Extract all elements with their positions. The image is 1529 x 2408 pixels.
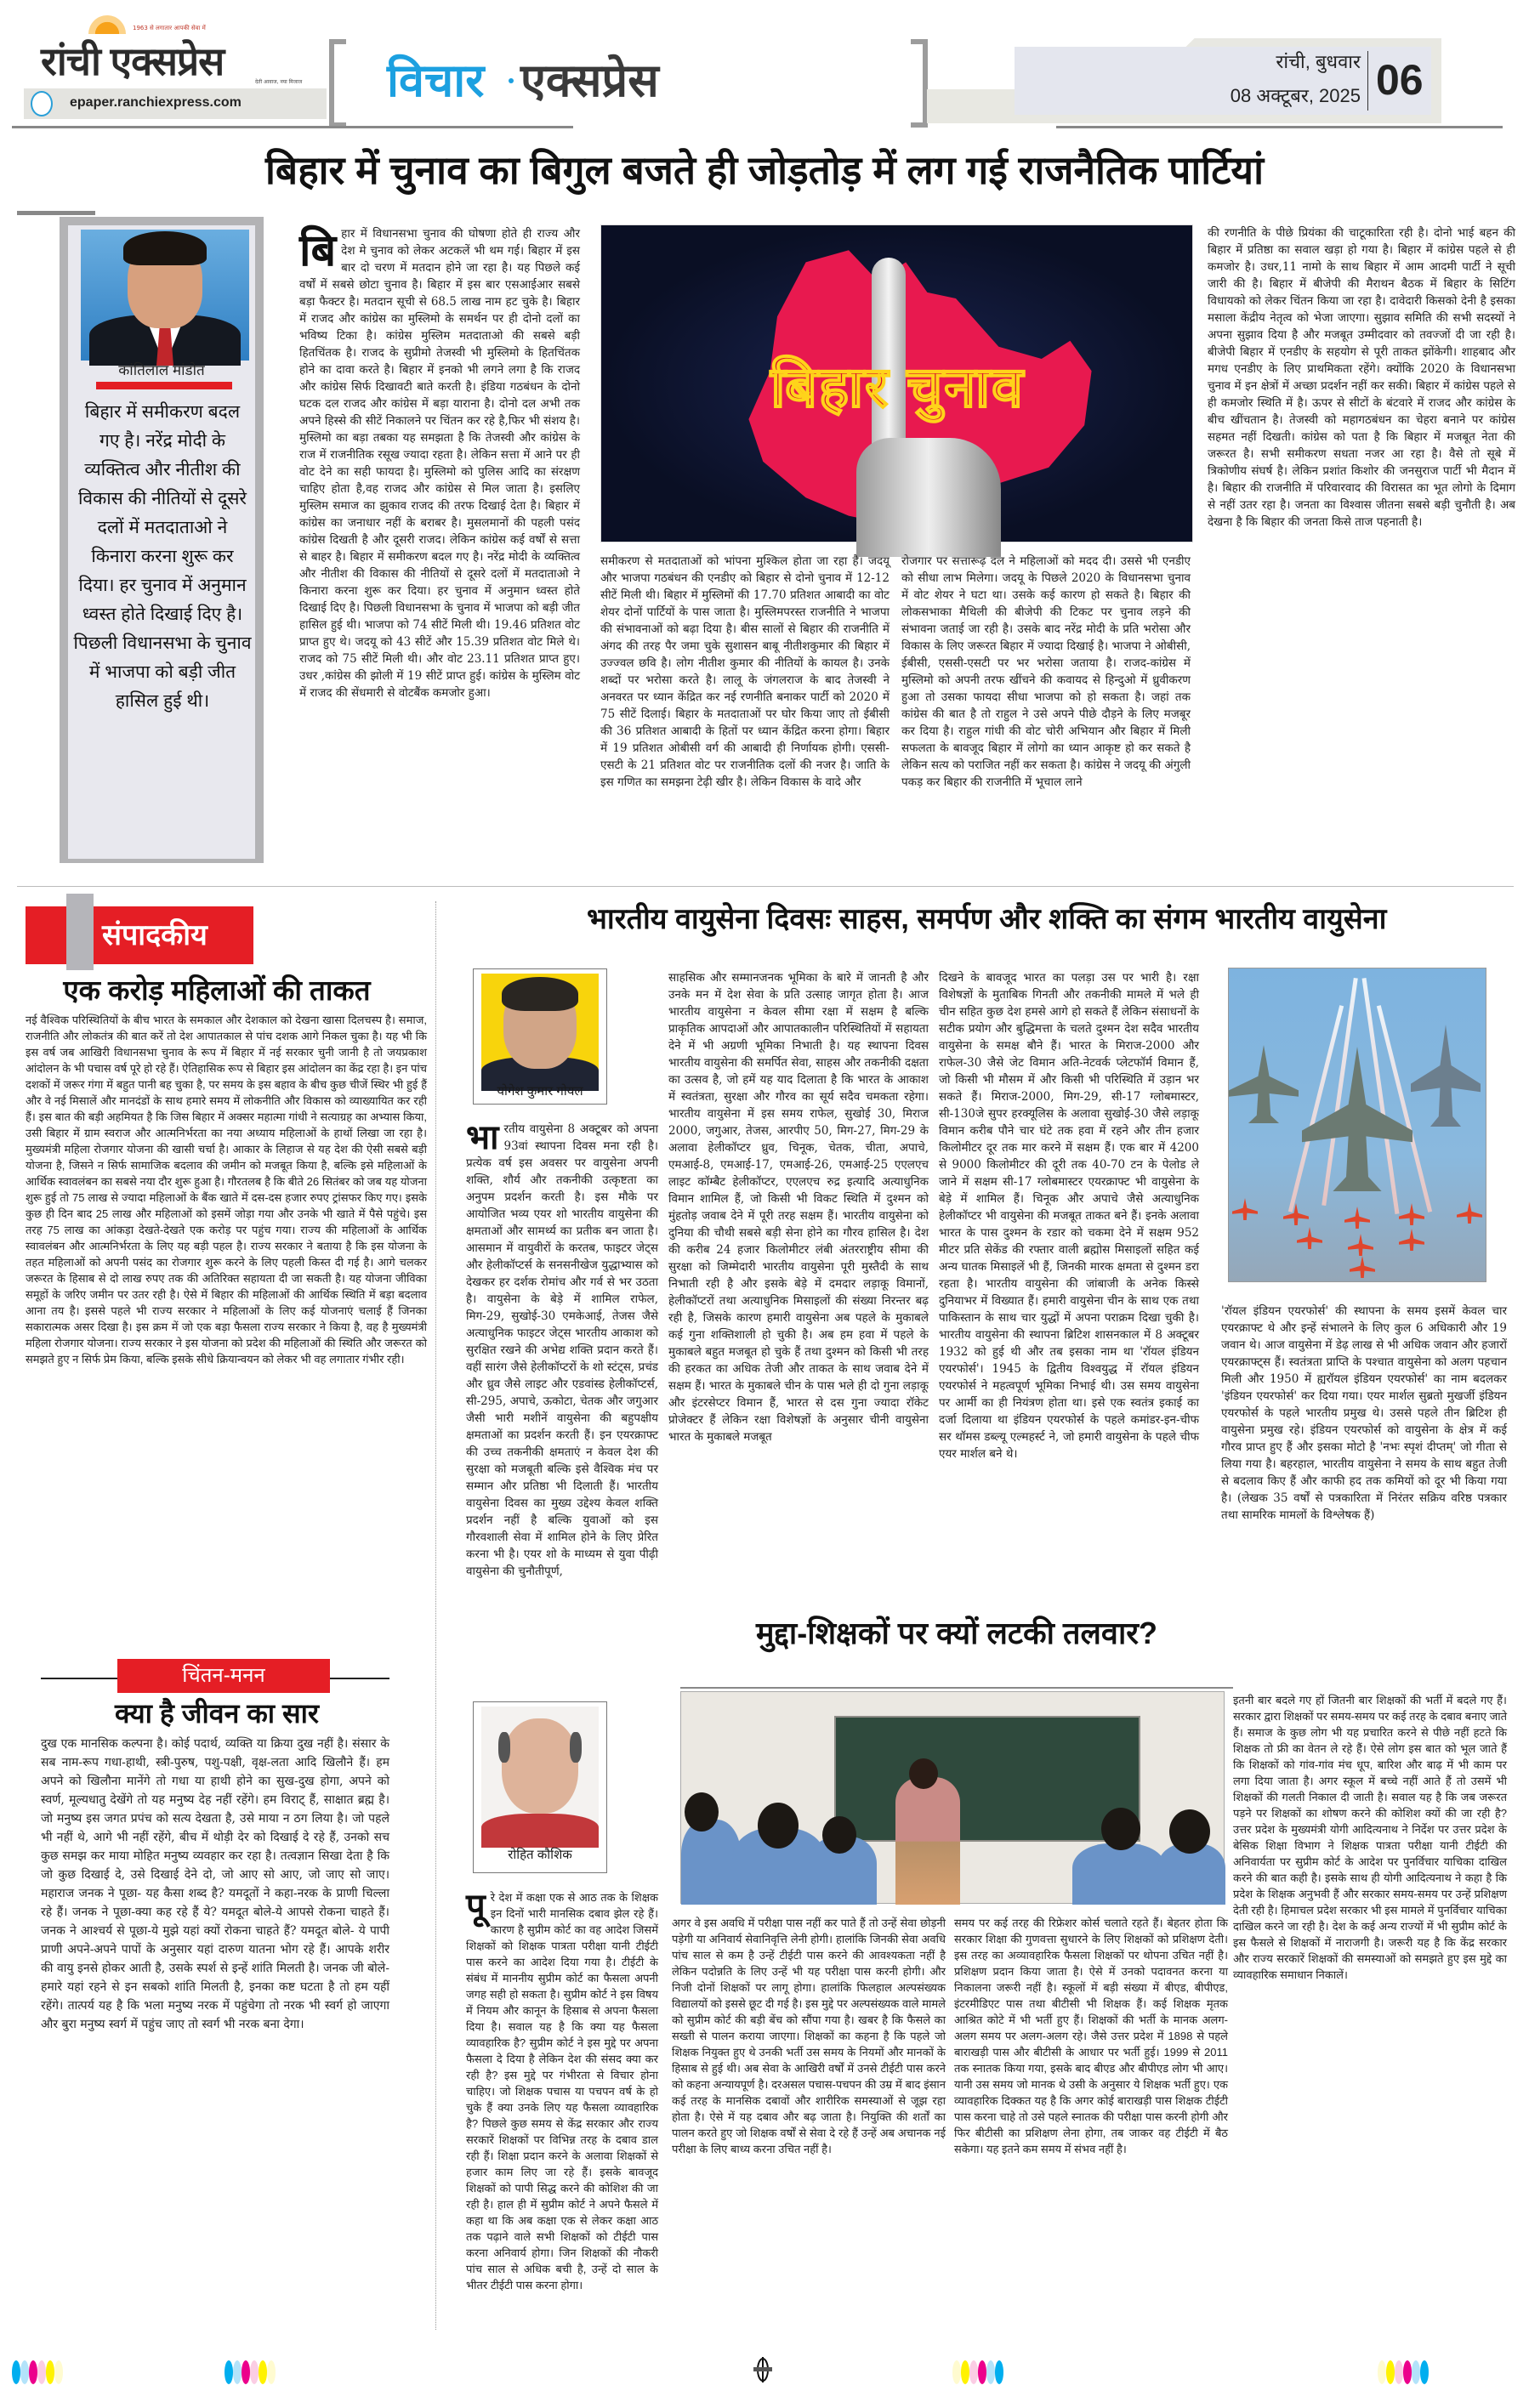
lead-story-column-4: की रणनीति के पीछे प्रियंका की चाटूकारिता रही है। दोनो भाई बहन की बिहार में प्रतिष्ठा का सवाल खड़ा हो गया है। बिहार में कांग्रेस पहले से ही कमजोर है। उधर,11 नामो के साथ बिहार में आम आदमी पार्टी ने सूची जारी की है। बिहार में बीजेपी की मैराथन बैठक में बिहार के सिटिंग विधायको को लेकर चिंतन किया जा रहा है। दावेदारी किसको देनी है इसका मसाला केंद्रीय नेतृत्व को भेजा जाएगा। सुझाव समिति की सभी सदस्यों ने अपना सुझाव दिया है और मजबूत उम्मीदवार को तवज्जों दी जा रही है। बीजेपी बिहार में एनडीए के सहयोग से पूरी ताकत झोंकेगी। शाहबाद और मगध एनडीए के लिए प्राथमिकता रहेंगे। क्योंकि 2020 के विधानसभा चुनाव में इन क्षेत्रों में अच्छा प्रदर्शन नहीं कर सकी। बिहार में कांग्रेस पहले से ही कमजोर स्थिति में है। ऊपर से सीटों के बंटवारे में राजद और कांग्रेस के बीच खींचतान है। तेजस्वी को महागठबंधन का चेहरा बनाने पर कांग्रेस सहमत नहीं दिखती। कांग्रेस को पता है कि बिहार में मजबूत नेता की जरूरत है। सभी समीकरण सधता नजर आ रहा है। वैसे तो सूबे में त्रिकोणीय संघर्ष है। लेकिन प्रशांत किशोर की जनसुराज पार्टी भी मैदान में है। बिहार की राजनीति में परिवारवाद की विरासत का भूत लोगो के दिमाग से नहीं उतर रहा है। जनता का विश्वास जीतना सबसे बड़ी चुनौती है। अब देखना है कि बिहार की जनता किसे ताज पहनाती है। [1208,226,1515,529]
author-name: रोहित कौशिक [508,1848,572,1862]
student-head [822,1816,856,1854]
registration-dot [267,2360,276,2384]
lead-col1-text: हार में विधानसभा चुनाव की घोषणा होते ही राज्य और देश मे चुनाव को लेकर अटकलें भी थम गई। बिहार में इस बार दो चरण में मतदान होने जा रहा है। यह पिछले कई वर्षों में सबसे छोटा चुनाव है। बिहार में इस बार एसआईआर सबसे बड़ा फैक्टर है। मतदान सूची से 68.5 लाख नाम हट चुके है। बिहार में राजद और कांग्रेस का मुस्लिमो के समर्थन पर ही दोनो दलों का भविष्य टिका है। कांग्रेस मुस्लिम मतदाताओ की सबसे बड़ी हितचिंतक है। राजद के सुप्रीमो तेजस्वी भी मुस्लिमो के हितचिंतक होने का दावा करते है। बिहार में इनको भी लगने लगा है कि राजद और कांग्रेस सिर्फ दिखावटी बाते करती है। इंडिया गठबंधन के दोनो घटक दल राजद और कांग्रेस में बड़ा याराना है। दोनो दल अभी तक अपने हिस्से की सीटें निकालने पर चिंतन कर रहे है,फिर भी संशय है। मुस्लिमो का बड़ा तबका यह समझता है कि तेजस्वी और कांग्रेस के राज में राजनीतिक रसूख ज्यादा रहता है। लेकिन सत्ता में आने पर ही वोट देने का सही फायदा है। मुस्लिमो को पुलिस आदि का संरक्षण चाहिए होता है,वह राजद और कांग्रेस से मिल जाता है। इसलिए मुस्लिम समाज का झुकाव राजद की तरफ दिखाई देता है। बिहार में कांग्रेस का जनाधार नहीं के बराबर है। मुसलमानों की पहली पसंद कांग्रेस दिखती है और दूसरी राजद। लेकिन कांग्रेस कई वर्षों से सत्ता से बाहर है। बिहार में समीकरण बदल गए है। नरेंद्र मोदी के व्यक्तित्व और नीतीश की विकास की नीतियों से दूसरे दलों में मतदाताओ ने किनारा करना शुरू कर दिया। हर चुनाव में अनुमान ध्वस्त होते दिखाई दिए है। पिछली विधानसभा के चुनाव में भाजपा को बड़ी जीत हासिल हुई थी। भाजपा को 74 सीटें मिली थी। 19.46 प्रतिशत वोट प्राप्त हुए थे। जदयू को 43 सीटें और 15.39 प्रतिशत वोट मिले थे। राजद को 75 सीटें मिली थी। और वोट 23.11 प्रतिशत प्राप्त हुए। उधर ,कांग्रेस की झोली में 19 सीटें प्राप्त हुई। कांग्रेस के मुस्लिम वोट में राजद की सेंधमारी से वोटबैंक कमजोर हुआ। [299,227,580,700]
photo-shirt [481,1814,599,1848]
teachers-column-2: अगर वे इस अवधि में परीक्षा पास नहीं कर पाते हैं तो उन्हें सेवा छोड़नी पड़ेगी या अनिवार्य सेवानिवृत्ति लेनी होगी। हालांकि जिनकी सेवा अवधि पांच साल से कम है उन्हें टीईटी पास करने की आवश्यकता नहीं है लेकिन पदोन्नति के लिए उन्हें भी यह परीक्षा पास करनी होगी। और निजी दोनों शिक्षकों पर लागू होगा। हालांकि फिलहाल अल्पसंख्यक विद्यालयों को इससे छूट दी गई है। इस मुद्दे पर अल्पसंख्यक वाले मामले को सुप्रीम कोर्ट की बड़ी बेंच को सौंपा गया है। खबर है कि फैसले का सख्ती से पालन कराया जाएगा। शिक्षकों का कहना है कि पहले जो शिक्षक नियुक्त हुए थे उनकी भर्ती उस समय के नियमों और मानकों के हिसाब से हुई थी। अब सेवा के आखिरी वर्षों में उनसे टीईटी पास करने को कहना अन्यायपूर्ण है। दरअसल पचास-पचपन की उम्र में बाद इंसान कई तरह के मानसिक दबावों और शारीरिक समस्याओं से जूझ रहा होता है। ऐसे में यह दबाव और बढ़ जाता है। नियुक्ति की शर्तों का पालन करते हुए जो शिक्षक वर्षों से सेवा दे रहे हैं उन्हें अब अचानक नई परीक्षा के लिए बाध्य करना उचित नहीं है। [672,1917,946,2155]
registration-dot [20,2360,29,2384]
aerobatic-jet-icon [1348,1234,1373,1256]
lead-headline[interactable]: बिहार में चुनाव का बिगुल बजते ही जोड़तोड़ में लग गई राजनैतिक पार्टियां [265,148,1264,192]
city-day: रांची, बुधवार [1276,51,1361,72]
aerobatic-jet-icon [1457,1201,1482,1224]
aerobatic-jet-icon [1297,1227,1322,1249]
registration-dot [12,2360,20,2384]
teachers-column-3: समय पर कई तरह की रिफ्रेशर कोर्स चलाते रहते हैं। बेहतर होता कि सरकार शिक्षा की गुणवत्ता सुधारने के लिए शिक्षकों को प्रशिक्षण देती। इस तरह का अव्यावहारिक फैसला शिक्षकों पर थोपना उचित नहीं है। प्रशिक्षण प्रदान किया जाता है। ऐसे में उनको पदावनत करना या निकालना जरूरी नहीं है। स्कूलों में बड़ी संख्या में बीएड, बीपीएड, इंटरमीडिएट पास तथा बीटीसी भी शिक्षक हैं। कई शिक्षक मृतक आश्रित कोटे में भी भर्ती हुए हैं। शिक्षकों की भर्ती के मानक अलग-अलग समय पर अलग-अलग रहे। जैसे उत्तर प्रदेश में 1898 से पहले बाराखड़ी पास और बीटीसी के आधार पर भर्ती हुई। 1999 से 2011 तक स्नातक किया गया, इसके बाद बीएड और बीपीएड लोग भी आए। यानी उस समय जो मानक थे उसी के अनुसार ये शिक्षक भर्ती हुए। एक व्यावहारिक दिक्कत यह है कि अगर कोई बाराखड़ी पास शिक्षक टीईटी पास करना चाहे तो उसे पहले स्नातक की परीक्षा पास करनी होगी और फिर बीटीसी का प्रशिक्षण लेना होगा, तब जाकर वह टीईटी में बैठ सकेगा। यह इतने कम समय में संभव नहीं है। [954,1917,1228,2155]
airforce-column-1 [466,1121,658,1597]
author-photo-kantilal [81,230,249,361]
aerobatic-jet-icon [1232,1198,1258,1220]
top-rule-right [1056,126,1503,128]
aerobatic-jet-icon [1399,1229,1424,1251]
photo-hair [502,977,578,1011]
dropcap: पू [466,1888,486,1925]
date-divider [1367,51,1368,111]
lead-story-column-2: समीकरण से मतदाताओं को भांपना मुश्किल होता जा रहा है। जदयू और भाजपा गठबंधन की एनडीए को बिहार से दोनो चुनाव में 12-12 सीटें मिली थी। बिहार में मुस्लिमों की 17.70 प्रतिशत आबादी का वोट शेयर दोनों पार्टियों के पास जाता है। मुस्लिमपरस्त राजनीति ने भाजपा की संभावनाओं को बढ़ा दिया है। बीस सालों से बिहार की राजनीति में अंगद की तरह पैर जमा चुके सुशासन बाबू नीतीशकुमार की बिहार में उज्ज्वल छवि है। लोग नीतीश कुमार की नीतियों के कायल है। उनके शब्दों पर भरोसा करते है। लालू के जंगलराज के बाद तेजस्वी ने अनवरत पर ध्यान केंद्रित कर नई रणनीति बनाकर पार्टी को 2020 में 75 सीटें दिलाई। बिहार के मतदाताओं पर घोर किया जाए तो ईबीसी की 36 प्रतिशत आबादी के हितों पर ध्यान केंद्रित करना होगा। बिहार में 19 प्रतिशत ओबीसी वर्ग की आबादी ही निर्णायक होगी। एससी-एसटी के 21 प्रतिशत वोट पर राजनीतिक दलों की नजर है। जाति के इस गणित का समझना टेढ़ी खीर है। लेकिन विकास के वादे और [600,554,890,789]
photo-hair [570,1732,582,1763]
registration-dot [1378,2360,1386,2384]
registration-dot [250,2360,259,2384]
airforce-column-2: साहसिक और सम्मानजनक भूमिका के बारे में जानती है और उनके मन में देश सेवा के प्रति उत्साह जागृत होता है। आज भारतीय वायुसेना न केवल सीमा रक्षा में सक्षम है बल्कि प्राकृतिक आपदाओं और आपातकालीन परिस्थितियों में सहायता देने में भी अग्रणी भूमिका निभाती है। यह स्थापना दिवस भारतीय वायुसेना की समर्पित सेवा, साहस और तकनीकी दक्षता का उत्सव है, जो हमें यह याद दिलाता है कि भारत के आकाश में स्वतंत्रता, सुरक्षा और गौरव का सूर्य सदैव चमकता रहेगा। भारतीय वायुसेना में इस समय राफेल, सुखोई 30, मिराज 2000, जगुआर, तेजस, आरपीए 50, मिग-27, मिग-29 के अलावा हेलीकॉप्टर ध्रुव, चिनूक, चेतक, चीता, अपाचे, एमआई-8, एमआई-17, एमआई-26, एमआई-25 एएलएच लाइट कॉम्बैट हेलीकॉप्टर, एएलएच रुद्र इत्यादि अत्याधुनिक विमान शामिल हैं, जो किसी भी विकट स्थिति में दुश्मन को मुंहतोड़ जवाब देने में पूरी तरह सक्षम हैं। भारतीय वायुसेना को दुनिया की चौथी सबसे बड़ी सेना होने का गौरव हासिल है। देश की करीब 24 हजार किलोमीटर लंबी अंतरराष्ट्रीय सीमा की सुरक्षा को जिम्मेदारी भारतीय वायुसेना पूरी मुस्तैदी के साथ निभाती रही है और इसके बेड़े में दमदार लड़ाकू विमानों, हेलीकॉप्टरों तथा अत्याधुनिक मिसाइलों की संख्या निरन्तर बढ़ रही है, जिसके कारण हमारी वायुसेना अब पहले के मुकाबले कई गुना शक्तिशाली हो चुकी है। अब हम हवा में पहले के मुकाबले बहुत मजबूत हो चुके हैं तथा दुश्मन को किसी भी तरह की हरकत का अधिक तेजी और ताकत के साथ जवाब देने में सक्षम हैं। भारत के मुकाबले चीन के पास भले ही दो गुना लड़ाकू और इंटरसेप्टर विमान हैं, भारत से दस गुना ज्यादा रॉकेट प्रोजेक्टर हैं लेकिन रक्षा विशेषज्ञों के अनुसार चीनी वायुसेना भारत के मुकाबले मजबूत [668,971,929,1444]
logo-sun-icon [88,15,126,34]
pullquote: बिहार में समीकरण बदल गए है। नरेंद्र मोदी के व्यक्तित्व और नीतीश की विकास की नीतियों से दूसरे दलों में मतदाताओ ने किनारा करना शुरू कर दिया। हर चुनाव में अनुमान ध्वस्त होते दिखाई दिए है। पिछली विधानसभा के चुनाव में भाजपा को बड़ी जीत हासिल हुई थी। [73,402,252,711]
student-head [1101,1808,1140,1850]
teachers-col1-text: रे देश में कक्षा एक से आठ तक के शिक्षक इन दिनों भारी मानसिक दबाव झेल रहे हैं। कारण है सुप्रीम कोर्ट का वह आदेश जिसमें शिक्षकों को शिक्षक पात्रता परीक्षा यानी टीईटी पास करने का आदेश दिया गया है। टीईटी के संबंध में माननीय सुप्रीम कोर्ट का फैसला अपनी जगह सही हो सकता है। सुप्रीम कोर्ट ने इस विषय में नियम और कानून के हिसाब से अपना फैसला दिया है। सवाल यह है कि क्या यह फैसला व्यावहारिक है? सुप्रीम कोर्ट ने इस मुद्दे पर अपना फैसला दे दिया है लेकिन देश की संसद क्या कर रही है? इस मुद्दे पर गंभीरता से विचार होना चाहिए। जो शिक्षक पचास या पचपन वर्ष के हो चुके हैं क्या उनके लिए यह फैसला व्यावहारिक है? पिछले कुछ समय से केंद्र सरकार और राज्य सरकारें शिक्षकों पर विभिन्न तरह के दबाव डाल रही हैं। शिक्षा प्रदान करने के अलावा शिक्षकों से हजार काम लिए जा रहे हैं। इसके बावजूद शिक्षकों को पापी सिद्ध करने की कोशिश की जा रही है। हाल ही में सुप्रीम कोर्ट ने अपने फैसले में कहा था कि अब कक्षा एक से लेकर कक्षा आठ तक पढ़ाने वाले सभी शिक्षकों को टीईटी पास करना अनिवार्य होगा। जिन शिक्षकों की नौकरी पांच साल से अधिक बची है, उन्हें दो साल के भीतर टीईटी पास करना होगा। [466,1891,658,2292]
author-name: योगेश कुमार गोयल [497,1084,583,1099]
author-photo-yogesh [481,974,599,1079]
lead-story-column-1 [299,225,580,744]
registration-dot [952,2360,961,2384]
issue-date: 08 अक्टूबर, 2025 [1230,85,1361,106]
smoke-trail [1377,1005,1432,1213]
airforce-jets-image [1228,968,1486,1282]
epaper-url-link[interactable]: epaper.ranchiexpress.com [70,95,242,110]
registration-marks-1 [12,2360,63,2384]
crosshair-register-icon [753,2357,772,2382]
airforce-headline[interactable]: भारतीय वायुसेना दिवसः साहस, समर्पण और शक्ति का संगम भारतीय वायुसेना [587,903,1387,935]
logo-subtagline: देती आवाज, नया मिजाज [255,79,303,85]
photo-hair [123,231,207,265]
student-head [1169,1809,1210,1854]
voting-hand [856,438,1001,557]
newspaper-logo[interactable]: रांची एक्सप्रेस [41,39,225,83]
section-title-part1: विचार [387,55,485,106]
registration-marks-4 [1378,2360,1429,2384]
registration-dot [1420,2360,1429,2384]
airforce-col1-text: रतीय वायुसेना 8 अक्टूबर को अपना 93वां स्थापना दिवस मना रही है। प्रत्येक वर्ष इस अवसर पर वायुसेना अपनी शक्ति, शौर्य और तकनीकी उत्कृष्टता का अनुपम प्रदर्शन करती है। इस मौके पर आयोजित भव्य एयर शो भारतीय वायुसेना की क्षमताओं और सामर्थ्य का प्रतीक बन जाता है। आसमान में वायुवीरों के करतब, फाइटर जेट्स और हेलीकॉप्टर्स के सनसनीखेज युद्धाभ्यास को देखकर हर दर्शक रोमांच और गर्व से भर उठता है। वायुसेना के बेड़े में शामिल राफेल, मिग-29, सुखोई-30 एमकेआई, तेजस जैसे अत्याधुनिक फाइटर जेट्स भारतीय आकाश को सुरक्षित रखने की अभेद्य शक्ति प्रदान करते हैं। वहीं सारंग जैसे हेलीकॉप्टरों के शो स्टंट्स, प्रचंड और ध्रुव जैसे लाइट और एडवांस्ड हेलीकॉप्टर्स, सी-295, अपाचे, ऊकोटा, चेतक और जगुआर जैसी भारी मशीनें वायुसेना की बहुपक्षीय क्षमताओं का प्रदर्शन करती हैं। इन एयरक्राफ्ट की उच्च तकनीकी क्षमताएं न केवल देश की सुरक्षा को मजबूती बल्कि इसे वैश्विक मंच पर सम्मान और प्रतिष्ठा भी दिलाती हैं। भारतीय वायुसेना दिवस का मुख्य उद्देश्य केवल शक्ति प्रदर्शन नहीं है बल्कि युवाओं को इस गौरवशाली सेवा में शामिल होने के लिए प्रेरित करना भी है। एयर शो के माध्यम से युवा पीढ़ी वायुसेना की चुनौतीपूर्ण, [466,1122,658,1578]
lead-rule [17,211,95,215]
teachers-column-4: इतनी बार बदले गए हों जितनी बार शिक्षकों की भर्ती में बदले गए हैं। सरकार द्वारा शिक्षकों पर समय-समय पर कई तरह के दबाव बनाए जाते हैं। समाज के कुछ लोग भी यह प्रचारित करने से पीछे नहीं हटते कि शिक्षक तो फ्री का वेतन ले रहे हैं। ऐसे लोग इस बात को भूल जाते हैं कि शिक्षकों को गांव-गांव मंच धूप, बारिश और बाढ़ में भी काम पर लगा दिया जाता है। अगर स्कूल में बच्चे नहीं आते हैं तो उसमें भी शिक्षकों की गलती निकाल दी जाती है। सवाल यह है कि जब जरूरत पड़ने पर शिक्षकों का शोषण करने की कोशिश क्यों की जा रही है? उत्तर प्रदेश के मुख्यमंत्री योगी आदित्यनाथ ने निर्देश पर उत्तर प्रदेश के बेसिक शिक्षा विभाग ने शिक्षक पात्रता परीक्षा यानी टीईटी की अनिवार्यता पर सुप्रीम कोर्ट के आदेश पर पुनर्विचार याचिका दाखिल करने की बात कही है। इसके साथ ही योगी आदित्यनाथ ने कहा है कि प्रदेश के शिक्षक अनुभवी हैं और सरकार समय-समय पर उन्हें प्रशिक्षण देती रही है। हिमाचल प्रदेश सरकार भी इस मामले में पुनर्विचार याचिका दाखिल करने जा रही है। देश के कई अन्य राज्यों में भी सुप्रीम कोर्ट के इस फैसले से शिक्षकों में नाराजगी है। जरूरी यह है कि केंद्र सरकार और राज्य सरकारें शिक्षकों की समस्याओं को समझते हुए इस मुद्दे का व्यावहारिक समाधान निकालें। [1233,1694,1507,1981]
aerobatic-jet-icon [1350,1256,1375,1278]
registration-dot [1395,2360,1403,2384]
touch-hand-icon [31,91,53,116]
lead-story-column-3: रोजगार पर सत्तारूढ़ दल ने महिलाओं को मदद दी। उससे भी एनडीए को सीधा लाभ मिलेगा। जदयू के पिछले 2020 के विधानसभा चुनाव में वोट शेयर ने घटा था। उसके कई कारण हो सकते है। बिहार की लोकसभाका मैथिली की बीजेपी की टिकट पर चुनाव लड़ने की संभावना जताई जा रही है। उसके बाद नरेंद्र मोदी के प्रति भरोसा और विकास के लिए जरूरत बिहार में ज्यादा दिखाई है। भाजपा ने ओबीसी, ईबीसी, एससी-एसटी पर भर भरोसा जताया है। राजद-कांग्रेस में मुस्लिमो को अपनी तरफ खींचने की कवायद से हिन्दुओ में ध्रुवीकरण हुआ तो उसका फायदा सीधा भाजपा को हो सकता है। जहां तक कांग्रेस की बात है तो राहुल ने उसे अपने पीछे दौड़ने के लिए मजबूर कर दिया है। राहुल गांधी की वोट चोरी अभियान और बिहार में मिली सफलता के बावजूद बिहार में लोगो का ध्यान आकृष्ट हो कर सकते है लेकिन सत्य को पराजित नहीं कर सकता है। कांग्रेस ने जदयू की अंगुली पकड़ कर बिहार की राजनीति में भूचाल लाने [901,554,1191,789]
fighter-jet-icon [1411,1025,1481,1127]
fighter-jet-icon [1229,1045,1299,1123]
aerobatic-jet-icon [1344,1207,1370,1229]
chintan-manan-label: चिंतन-मनन [182,1664,265,1687]
registration-dot [46,2360,54,2384]
section-divider [17,886,1514,887]
registration-dot [54,2360,63,2384]
image-overlay-text: बिहार चुनाव [770,355,1025,418]
chintan-manan-headline[interactable]: क्या है जीवन का सार [115,1698,319,1729]
registration-dot [233,2360,242,2384]
student-head [758,1803,799,1849]
registration-dot [1412,2360,1420,2384]
chintan-manan-body: दुख एक मानसिक कल्पना है। कोई पदार्थ, व्यक्ति या क्रिया दुख नहीं है। संसार के सब नाम-रूप गधा-हाथी, स्त्री-पुरुष, पशु-पक्षी, वृक्ष-लता आदि खिलौने हैं। हम अपने को खिलौना मानेंगे तो गधा या हाथी होने का सुख-दुख होगा, अपने को स्वर्ण, मूल्यधातु देखेंगे तो यह मनुष्य देह नहीं रहेंगे। हम विराट् हैं, साक्षात ब्रह्म है। जो मनुष्य इस जगत प्रपंच को सत्य देखता है, उसे माया न ठग लिया है। जो पहले भी नहीं थे, आगे भी नहीं रहेंगे, बीच में थोड़ी देर को दिखाई दे रहे हैं, उनको सच कुछ समझ कर माया मोहित मनुष्य व्यवहार कर रहा है। तत्वज्ञान सिखा देता है कि जो कुछ दिखाई दे, उसे दिखाई देने दो, जो आए सो आए, जो जाए सो जाए। महाराज जनक ने पूछा- यह कैसा शब्द है? यमदूतों ने कहा-नरक के प्राणी चिल्ला रहे हैं। जनक ने पूछा-क्या कह रहे हैं ये? यमदूत बोले-ये आपसे रोकना चाहते हैं। जनक ने आश्चर्य से पूछा-ये मुझे यहां क्यों रोकना चाहते हैं? यमदूत बोले- ये पापी प्राणी अपने-अपने पापों के अनुसार यहां दारुण यातना भोग रहे हैं। आपके शरीर की वायु इनसे होकर आती है, उसके स्पर्श से इन्हें शांति मिलती है। जनक जी बोले-हमारे यहां रहने से इन सबको शांति मिलती है, इनका कष्ट घटता है तो हम यहीं रहेंगे। तात्पर्य यह है कि भला मनुष्य नरक में पहुंचेगा तो नरक भी स्वर्ग हो जाएगा और बुरा मनुष्य स्वर्ग में पहुंच जाए तो स्वर्ग भी नरक बना देगा। [41,1737,389,2031]
aerobatic-jet-icon [1283,1203,1309,1225]
photo-face [502,1718,578,1814]
section-title-part2: एक्सप्रेस [520,55,659,106]
teachers-headline[interactable]: मुद्दा-शिक्षकों पर क्यों लटकी तलवार? [755,1616,1157,1650]
editorial-headline[interactable]: एक करोड़ महिलाओं की ताकत [63,974,371,1006]
registration-dot [986,2360,995,2384]
classroom-image [680,1691,1225,1904]
editorial-bracket-decoration [66,894,94,970]
registration-dot [969,2360,978,2384]
logo-tagline: 1963 से लगातार आपकी सेवा में [133,25,206,31]
column-rule [435,901,436,2330]
registration-dot [225,2360,233,2384]
dropcap: भा [466,1119,499,1156]
author-red-bar [96,382,232,389]
student-head [685,1792,719,1832]
airforce-column-3: दिखने के बावजूद भारत का पलड़ा उस पर भारी है। रक्षा विशेषज्ञों के मुताबिक गिनती और तकनीकी मामले में भले ही चीन सहित कुछ देश हमसे आगे हो सकते हैं लेकिन संसाधनों के सटीक प्रयोग और बुद्धिमत्ता के चलते दुश्मन देश सदैव भारतीय वायुसेना के समक्ष बौने हैं। भारत के मिराज-2000 और राफेल-30 जैसे जेट विमान अति-नेटवर्क प्लेटफॉर्म विमान हैं, जो किसी भी मौसम में और किसी भी परिस्थिति में उड़ान भर सकते हैं। मिराज-2000, मिग-29, सी-17 ग्लोबमास्टर, सी-130जे सुपर हरक्यूलिस के अलावा सुखोई-30 जैसे लड़ाकू विमान करीब पौने चार घंटे तक हवा में रहने और तीन हजार किलोमीटर दूर तक मार करने में सक्षम हैं। एक बार में 4200 से 9000 किलोमीटर की दूरी तक 40-70 टन के पेलोड ले जाने में सक्षम सी-17 ग्लोबमास्टर एयरक्राफ्ट भी वायुसेना के बेड़े में शामिल हैं। चिनूक और अपाचे जैसे अत्याधुनिक हेलीकॉप्टर भी वायुसेना की मजबूत ताकत बने हैं। इनके अलावा भारत के पास दुश्मन के रडार को चकमा देने में सक्षम 952 मीटर प्रति सेकेंड की रफ्तार वाली ब्रह्मोस मिसाइलों सहित कई अन्य घातक मिसाइलें भी हैं, जिनकी मारक क्षमता से दुश्मन डरा रहता है। भारतीय वायुसेना की जांबाजी के अनेक किस्से दुनियाभर में विख्यात हैं। हमारी वायुसेना चीन के साथ एक तथा पाकिस्तान के साथ चार युद्धों में अपना पराक्रम दिखा चुकी है। भारतीय वायुसेना की स्थापना ब्रिटिश शासनकाल में 8 अक्टूबर 1932 को हुई थी और तब इसका नाम था 'रॉयल इंडियन एयरफोर्स'। 1945 के द्वितीय विश्वयुद्ध में रॉयल इंडियन एयरफोर्स ने महत्वपूर्ण भूमिका निभाई थी। उस समय वायुसेना पर आर्मी का ही नियंत्रण होता था। इसे एक स्वतंत्र इकाई का दर्जा दिलाया था इंडियन एयरफोर्स के पहले कमांडर-इन-चीफ सर थॉमस डब्ल्यू एल्महर्स्ट ने, जो हमारी वायुसेना के पहले चीफ एयर मार्शल बने थे। [939,971,1199,1461]
registration-dot [1386,2360,1395,2384]
registration-marks-3 [952,2360,1003,2384]
registration-dot [978,2360,986,2384]
registration-dot [29,2360,37,2384]
editorial-label: संपादकीय [102,919,207,951]
teacher-figure [895,1777,960,1905]
blackboard [834,1716,1140,1842]
bracket-right-decoration [911,39,928,128]
registration-dot [242,2360,250,2384]
author-photo-rohit [481,1707,599,1843]
registration-dot [1403,2360,1412,2384]
author-name: कांतिलाल मांडोत [118,362,205,378]
dropcap: बि [299,226,337,275]
editorial-body: नई वैश्विक परिस्थितियों के बीच भारत के समकाल और देशकाल को देखना खासा दिलचस्प है। समाज, राजनीति और लोकतंत्र की बात करें तो देश आपातकाल से पांच दशक आगे निकल चुका है। यह भी कि इस वर्ष जब आखिरी विधानसभा चुनाव के रूप में बिहार में नई सरकार चुनी जानी है तो जयप्रकाश आंदोलन के भी पचास वर्ष पूरे हो रहे हैं। ऐतिहासिक रूप से बिहार इस आंदोलन का केंद्र रहा है। इन पांच दशकों में जरूर गंगा में बहुत पानी बह चुका है, पर समय के इस बहाव के बीच कुछ चीजें स्थिर भी हुई हैं और वे नई मिसालें और मानदंडों के साथ हमारे समय में लोकनीति और विकास को व्याख्यायित कर रही हैं। इस बात की बड़ी अहमियत है कि जिस बिहार में अक्सर महात्मा गांधी ने सत्याग्रह का अभ्यास किया, उसी बिहार में ग्राम स्वराज और आत्मनिर्भरता का नया अध्याय महिलाओं के हाथों लिखा जा रहा है। मुख्यमंत्री महिला रोजगार योजना की खासी चर्चा है। आकार के लिहाज से यह देश की ऐसी सबसे बड़ी योजना है, जिसने न सिर्फ सामाजिक बदलाव की जमीन को मजबूत किया है, बल्कि इसे महिलाओं के आर्थिक स्वावलंबन का सबसे नया दौर शुरू हुआ है। गौरतलब है कि बीते 26 सितंबर को जब यह योजना शुरू हुई तो 75 लाख से ज्यादा महिलाओं के बैंक खाते में दस-दस हजार रुपए ट्रांसफर किए गए। इसके कुछ ही दिन बाद 25 लाख और महिलाओं को इसमें जोड़ा गया और उनके भी खाते में पैसे पहुंचे। इस तरह 75 लाख का आंकड़ा देखते-देखते एक करोड़ पर पहुंच गया। राज्य की महिलाओं के आर्थिक स्वावलंबन और आत्मनिर्भरता के लिए यह बड़ी पहल है। राज्य सरकार ने बताया है कि इस योजना के तहत महिलाओं को अपनी पसंद का रोजगार शुरू करने के लिए पहली किस्त दी गई है। आगे चलकर जरूरत के हिसाब से दो लाख रुपए तक की अतिरिक्त सहायता दी जा सकती है। यह योजना जीविका समूहों के जरिए जमीन पर उतर रही है। ऐसे में बिहार की महिलाओं की आर्थिक स्थिति में बड़ा बदलाव आना तय है। इससे पहले भी राज्य सरकार ने महिलाओं के लिए कई योजनाएं चलाई हैं जिनका सकारात्मक असर दिखा है। इस क्रम में जो एक बड़ा फैसला राज्य सरकार ने किया है, वह है मुख्यमंत्री महिला रोजगार योजना। राज्य सरकार ने इस योजना को प्रदेश की महिलाओं की स्थिति और जरूरत को समझते हुए न सिर्फ प्रेम किया, बल्कि इसके सीधे क्रियान्वयन को लेकर भी वह लगातार गंभीर रही। [26,1014,427,1366]
teachers-rule [680,1687,1233,1689]
bihar-election-image [600,224,1193,542]
photo-hair [498,1732,510,1763]
student-figure [1072,1843,1166,1905]
registration-dot [961,2360,969,2384]
registration-dot [259,2360,267,2384]
page-number: 06 [1376,56,1424,104]
top-rule-left [12,126,573,128]
teacher-head [909,1758,938,1789]
teachers-column-1 [466,1889,658,2314]
registration-dot [37,2360,46,2384]
airforce-column-4: 'रॉयल इंडियन एयरफोर्स' की स्थापना के समय इसमें केवल चार एयरक्राफ्ट थे और इन्हें संभालने के लिए कुल 6 अधिकारी और 19 जवान थे। आज वायुसेना में डेढ़ लाख से भी अधिक जवान और हजारों एयरक्राफ्ट्स हैं। स्वतंत्रता प्राप्ति के पश्चात वायुसेना को अलग पहचान मिली और 1950 में ह्यरॉयल इंडियन एयरफोर्स' का नाम बदलकर 'इंडियन एयरफोर्स' कर दिया गया। एयर मार्शल सुब्रतो मुखर्जी इंडियन एयरफोर्स के पहले भारतीय प्रमुख थे। उससे पहले तीन ब्रिटिश ही वायुसेना प्रमुख रहे। इंडियन एयरफोर्स को वायुसेना के क्षेत्र में कई गौरव प्राप्त हुए हैं और इसका मोटो है 'नभः स्पृशं दीप्तम्' जो गीता से लिया गया है। बहरहाल, भारतीय वायुसेना ने समय के साथ बहुत तेजी से बदलाव किए हैं और काफी हद तक कमियों को दूर भी किया गया है। (लेखक 35 वर्षों से पत्रकारिता में निरंतर सक्रिय वरिष्ठ पत्रकार तथा सामरिक मामलों के विश्लेषक हैं) [1221,1304,1507,1522]
section-separator-dot [509,78,514,83]
bracket-left-decoration [329,39,346,128]
registration-dot [995,2360,1003,2384]
aerobatic-jet-icon [1399,1203,1424,1225]
registration-marks-2 [225,2360,276,2384]
